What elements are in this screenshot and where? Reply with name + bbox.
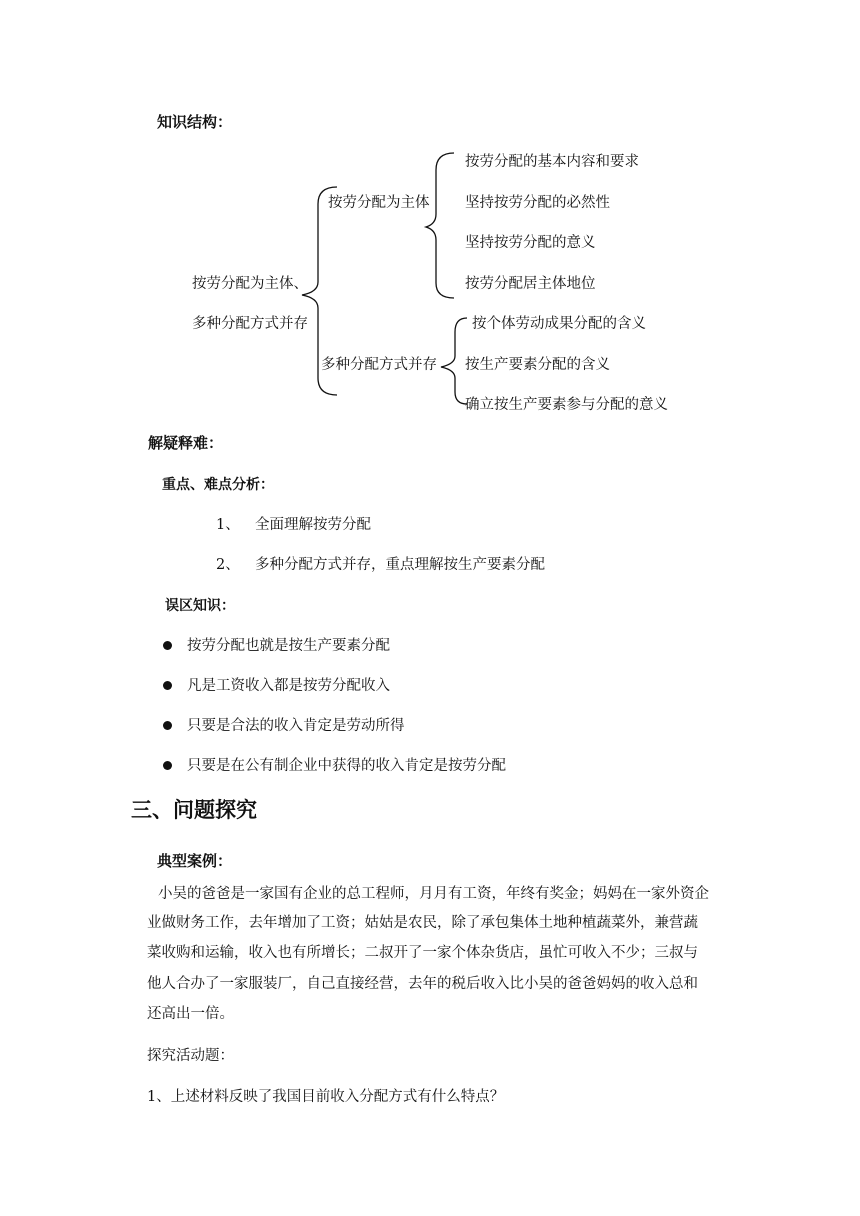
branch2-item: 确立按生产要素参与分配的意义 [465,397,668,413]
bullet-icon [163,641,172,650]
misconception-item: 只要是合法的收入肯定是劳动所得 [187,718,405,734]
case-paragraph-line: 他人合办了一家服装厂，自己直接经营，去年的税后收入比小吴的爸爸妈妈的收入总和 [147,976,698,992]
branch1-item: 坚持按劳分配的必然性 [465,195,610,211]
bullet-icon [163,681,172,690]
case-heading: 典型案例： [157,852,233,870]
branch1-item: 按劳分配的基本内容和要求 [465,154,639,170]
branch1-label: 按劳分配为主体 [328,195,430,211]
difficulty-subheading: 重点、难点分析： [162,477,274,493]
question-1: 1、上述材料反映了我国目前收入分配方式有什么特点？ [147,1089,505,1105]
branch1-item: 坚持按劳分配的意义 [465,235,596,251]
point-text: 全面理解按劳分配 [254,517,371,533]
point-number: 1、 [216,517,240,533]
difficulty-point [216,515,371,535]
misconception-item: 凡是工资收入都是按劳分配收入 [187,678,390,694]
root-label-line2: 多种分配方式并存 [192,316,308,332]
case-paragraph-line: 菜收购和运输，收入也有所增长；二叔开了一家个体杂货店，虽忙可收入不少；三叔与 [147,945,698,961]
branch2-item: 按生产要素分配的含义 [465,357,610,373]
branch2-brace [441,318,467,404]
misconceptions-heading: 误区知识： [165,598,235,614]
bullet-icon [163,761,172,770]
misconception-item: 只要是在公有制企业中获得的收入肯定是按劳分配 [187,758,506,774]
case-paragraph-line: 业做财务工作，去年增加了工资；姑姑是农民，除了承包集体土地种植蔬菜外，兼营蔬 [147,915,698,931]
case-paragraph-line: 小吴的爸爸是一家国有企业的总工程师，月月有工资，年终有奖金；妈妈在一家外资企 [158,886,709,902]
branch1-brace [426,153,454,298]
difficulty-heading: 解疑释难： [148,434,224,452]
misconception-item: 按劳分配也就是按生产要素分配 [187,638,390,654]
point-text: 多种分配方式并存，重点理解按生产要素分配 [254,557,545,573]
branch1-item: 按劳分配居主体地位 [465,276,596,292]
knowledge-structure-heading: 知识结构： [157,113,233,131]
section-title: 三、问题探究 [131,798,257,822]
activity-label: 探究活动题： [147,1048,234,1064]
difficulty-point [216,555,545,575]
point-number: 2、 [216,557,240,573]
bullet-icon [163,721,172,730]
root-label-line1: 按劳分配为主体、 [192,276,308,292]
case-paragraph-line: 还高出一倍。 [147,1006,234,1022]
branch2-label: 多种分配方式并存 [321,357,437,373]
branch2-item: 按个体劳动成果分配的含义 [472,316,646,332]
